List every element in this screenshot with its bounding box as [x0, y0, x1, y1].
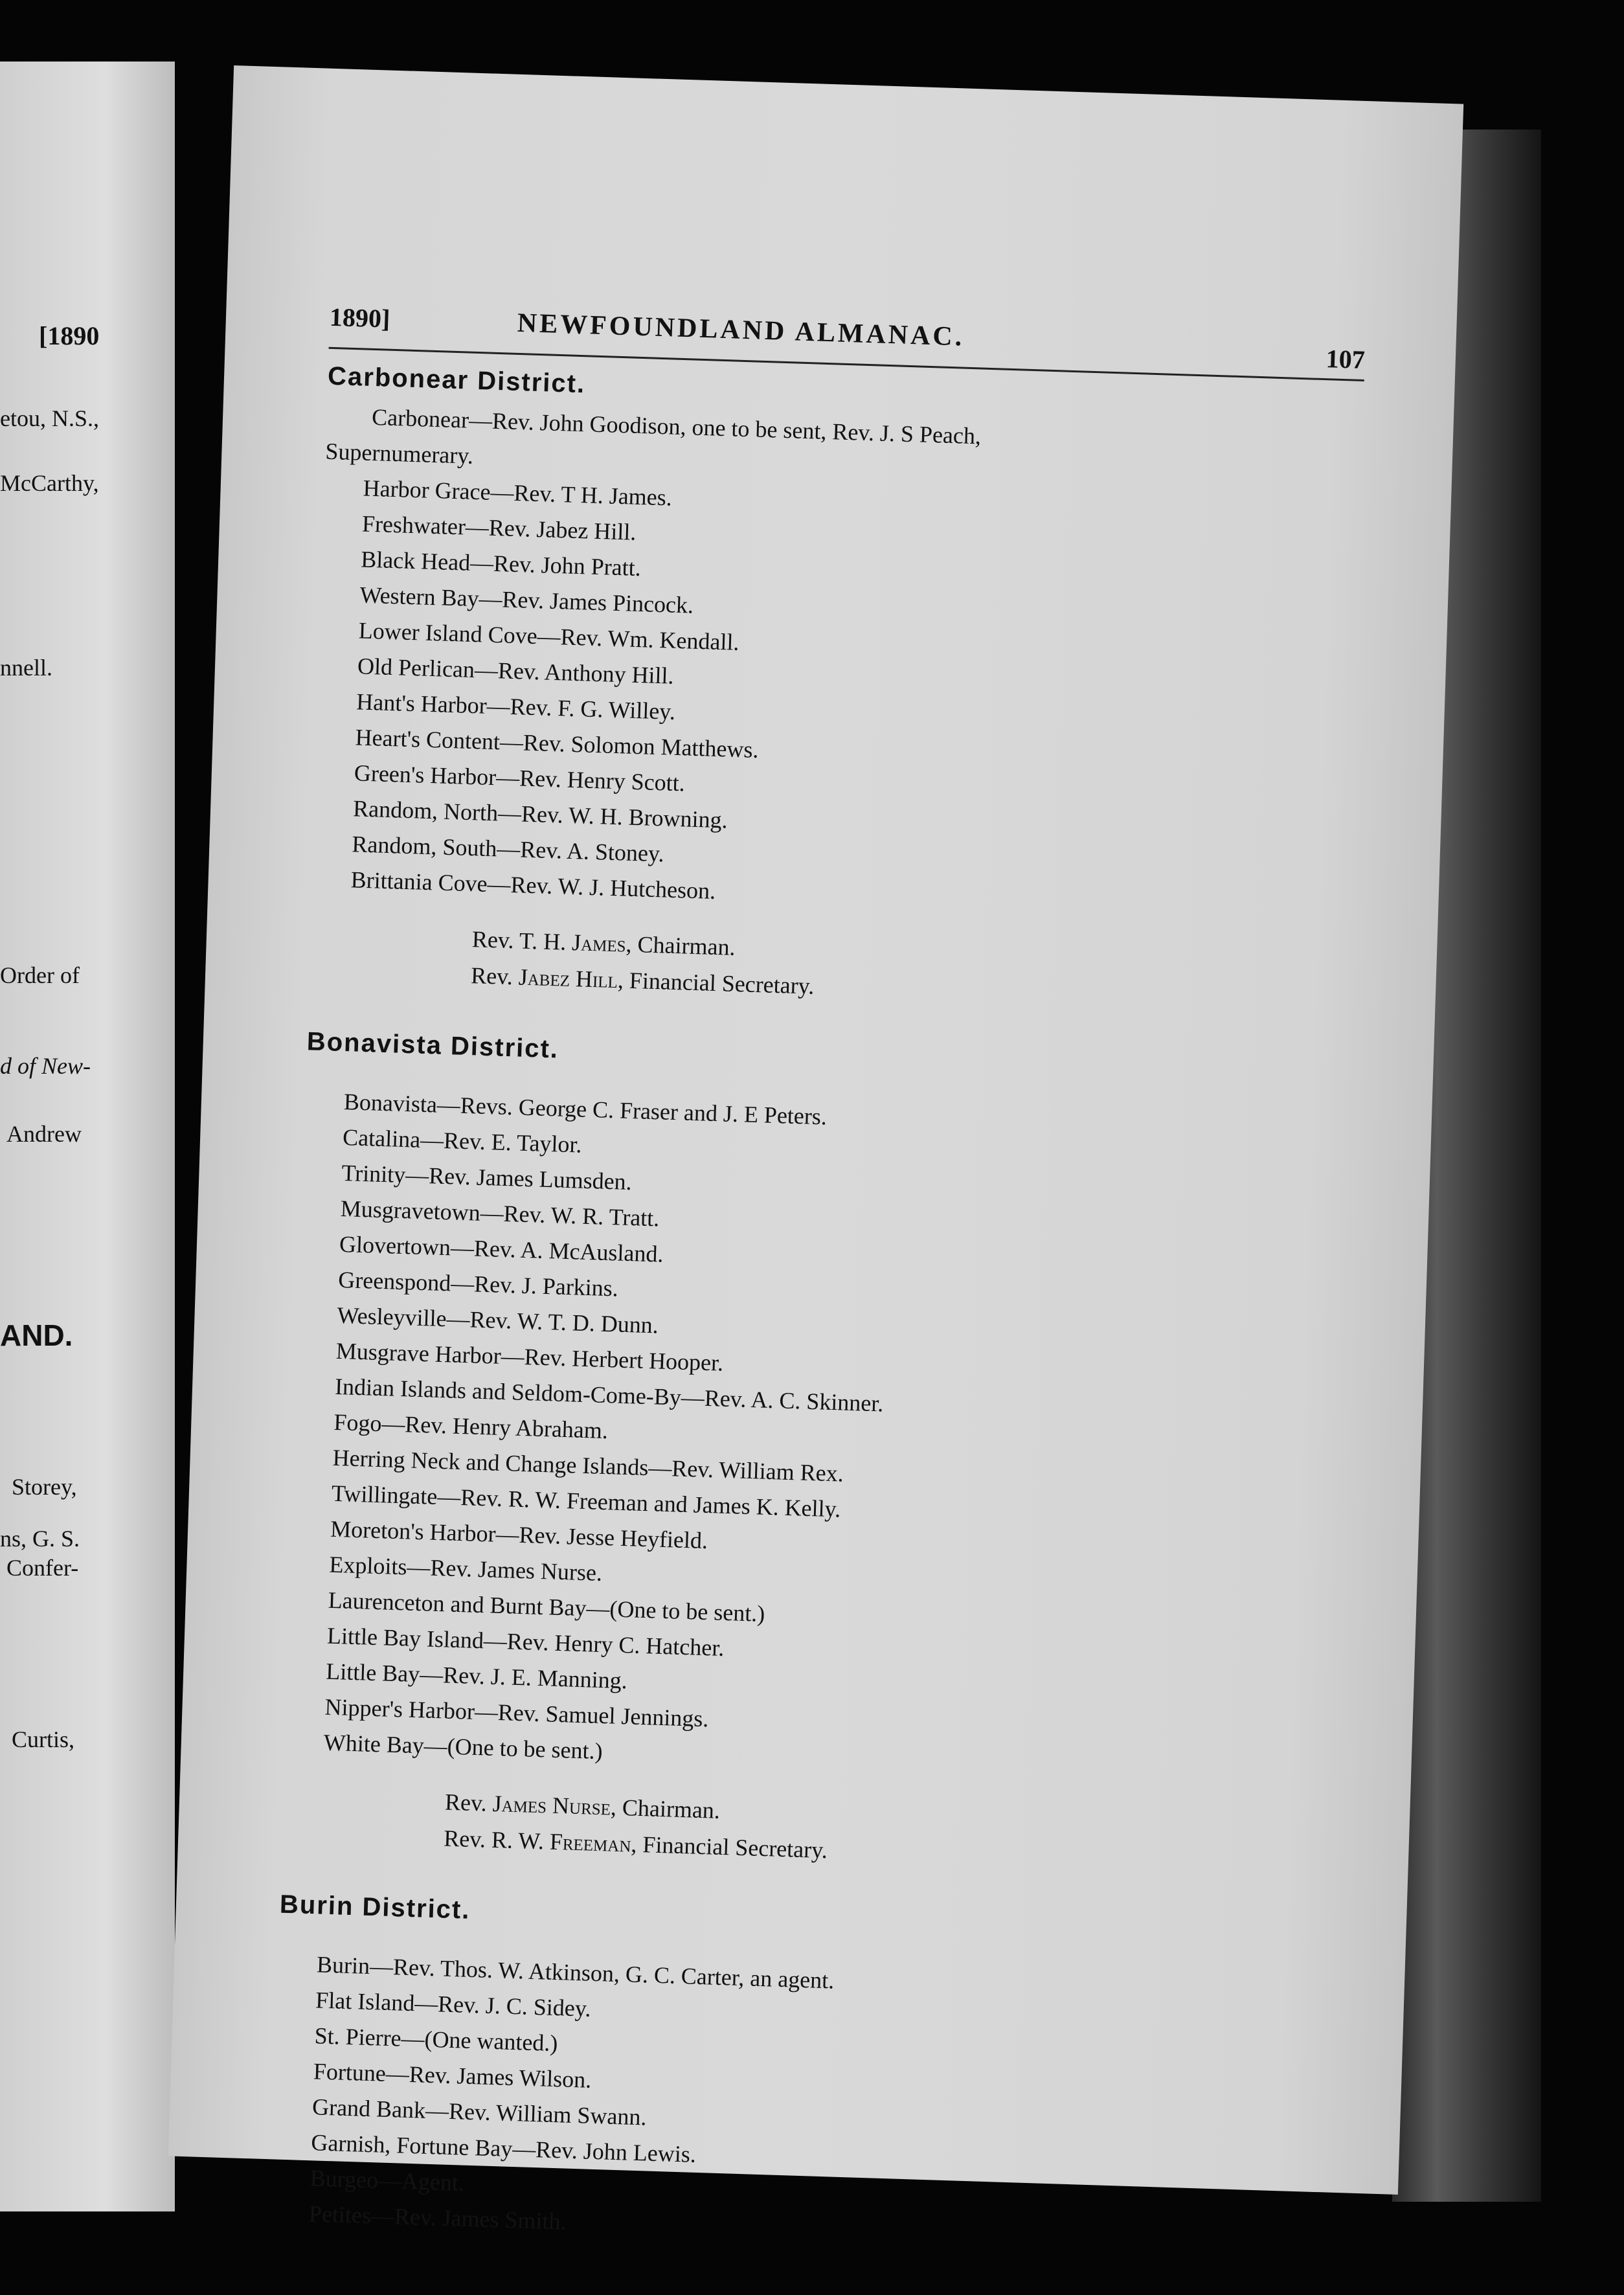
district-officer-chairman: Rev. James Nurse, Chairman. [444, 1789, 721, 1824]
district-officer-chairman: Rev. T. H. James, Chairman. [471, 926, 736, 960]
list-item: Glovertown—Rev. A. McAusland. [339, 1230, 664, 1267]
list-item: Fortune—Rev. James Wilson. [313, 2058, 592, 2093]
left-page-fragment: ns, G. S. [0, 1526, 80, 1552]
list-item: Random, South—Rev. A. Stoney. [351, 831, 665, 867]
left-page-fragment: d of New- [0, 1053, 91, 1079]
list-item: Trinity—Rev. James Lumsden. [341, 1160, 633, 1195]
list-item: Heart's Content—Rev. Solomon Matthews. [355, 724, 760, 763]
list-item: Herring Neck and Change Islands—Rev. William Rex. [332, 1444, 844, 1487]
district-heading-burin: Burin District. [279, 1890, 471, 1925]
running-head-year: 1890] [329, 302, 391, 334]
page-number: 107 [1325, 344, 1366, 375]
left-page-fragment: McCarthy, [0, 470, 99, 496]
list-item: White Bay—(One to be sent.) [323, 1729, 603, 1765]
list-item: Bonavista—Revs. George C. Fraser and J. E Peters. [343, 1089, 828, 1130]
list-item: Carbonear—Rev. John Goodison, one to be sent, Rev. J. S Peach, [371, 403, 982, 449]
district-heading-carbonear: Carbonear District. [327, 361, 586, 399]
list-item: Little Bay Island—Rev. Henry C. Hatcher. [326, 1622, 725, 1661]
list-item: Musgravetown—Rev. W. R. Tratt. [340, 1195, 660, 1232]
list-item: Lower Island Cove—Rev. Wm. Kendall. [358, 617, 740, 655]
list-item: Fogo—Rev. Henry Abraham. [333, 1408, 609, 1444]
district-heading-bonavista: Bonavista District. [306, 1027, 559, 1064]
left-page-fragment: etou, N.S., [0, 405, 99, 431]
list-item: Freshwater—Rev. Jabez Hill. [361, 510, 637, 545]
list-item: Random, North—Rev. W. H. Browning. [352, 795, 728, 833]
left-page-fragment: Confer- [6, 1555, 79, 1581]
almanac-page [168, 65, 1464, 2235]
list-item: Petites—Rev. James Smith. [308, 2200, 567, 2235]
list-item: Exploits—Rev. James Nurse. [328, 1551, 603, 1586]
list-item: Twillingate—Rev. R. W. Freeman and James K. Kelly. [331, 1480, 841, 1522]
left-page-fragment: Curtis, [12, 1726, 75, 1752]
list-item: Harbor Grace—Rev. T H. James. [363, 475, 673, 511]
list-item: Nipper's Harbor—Rev. Samuel Jennings. [324, 1693, 710, 1732]
list-item: Catalina—Rev. E. Taylor. [342, 1124, 583, 1158]
left-page-fragment: Andrew [6, 1121, 82, 1147]
list-item: Burin—Rev. Thos. W. Atkinson, G. C. Carter, an agent. [316, 1951, 835, 1994]
list-item: Burgeo—Agent. [310, 2165, 465, 2196]
list-item: Moreton's Harbor—Rev. Jesse Heyfield. [330, 1515, 708, 1554]
list-item: Green's Harbor—Rev. Henry Scott. [354, 760, 686, 797]
list-item: Flat Island—Rev. J. C. Sidey. [315, 1987, 592, 2022]
list-item: Grand Bank—Rev. William Swann. [311, 2094, 648, 2131]
list-item: Little Bay—Rev. J. E. Manning. [325, 1658, 628, 1694]
list-item: Wesleyville—Rev. W. T. D. Dunn. [337, 1302, 659, 1339]
running-head-title: NEWFOUNDLAND ALMANAC. [517, 308, 965, 352]
list-item: Greenspond—Rev. J. Parkins. [337, 1266, 619, 1302]
page-content [269, 302, 1366, 2263]
left-page-fragment: Order of [0, 962, 80, 988]
list-item: Indian Islands and Seldom-Come-By—Rev. A. C. Skinner. [334, 1373, 885, 1417]
left-page-fragment: Storey, [12, 1474, 77, 1500]
left-page-fragment: AND. [0, 1318, 73, 1352]
list-item: Musgrave Harbor—Rev. Herbert Hooper. [335, 1337, 724, 1376]
list-item: Old Perlican—Rev. Anthony Hill. [357, 653, 675, 689]
list-item: Supernumerary. [324, 438, 474, 469]
list-item: Garnish, Fortune Bay—Rev. John Lewis. [310, 2129, 697, 2167]
left-page-header: [1890 [39, 321, 100, 350]
list-item: Black Head—Rev. John Pratt. [360, 546, 642, 582]
list-item: Hant's Harbor—Rev. F. G. Willey. [355, 688, 676, 725]
district-officer-secretary: Rev. Jabez Hill, Financial Secretary. [470, 962, 815, 999]
list-item: Laurenceton and Burnt Bay—(One to be sent.) [328, 1587, 765, 1627]
district-officer-secretary: Rev. R. W. Freeman, Financial Secretary. [443, 1825, 828, 1864]
left-facing-page [0, 62, 175, 2211]
list-item: St. Pierre—(One wanted.) [314, 2022, 559, 2057]
left-page-fragment: nnell. [0, 655, 52, 681]
list-item: Brittania Cove—Rev. W. J. Hutcheson. [350, 866, 716, 904]
list-item: Western Bay—Rev. James Pincock. [359, 582, 694, 618]
